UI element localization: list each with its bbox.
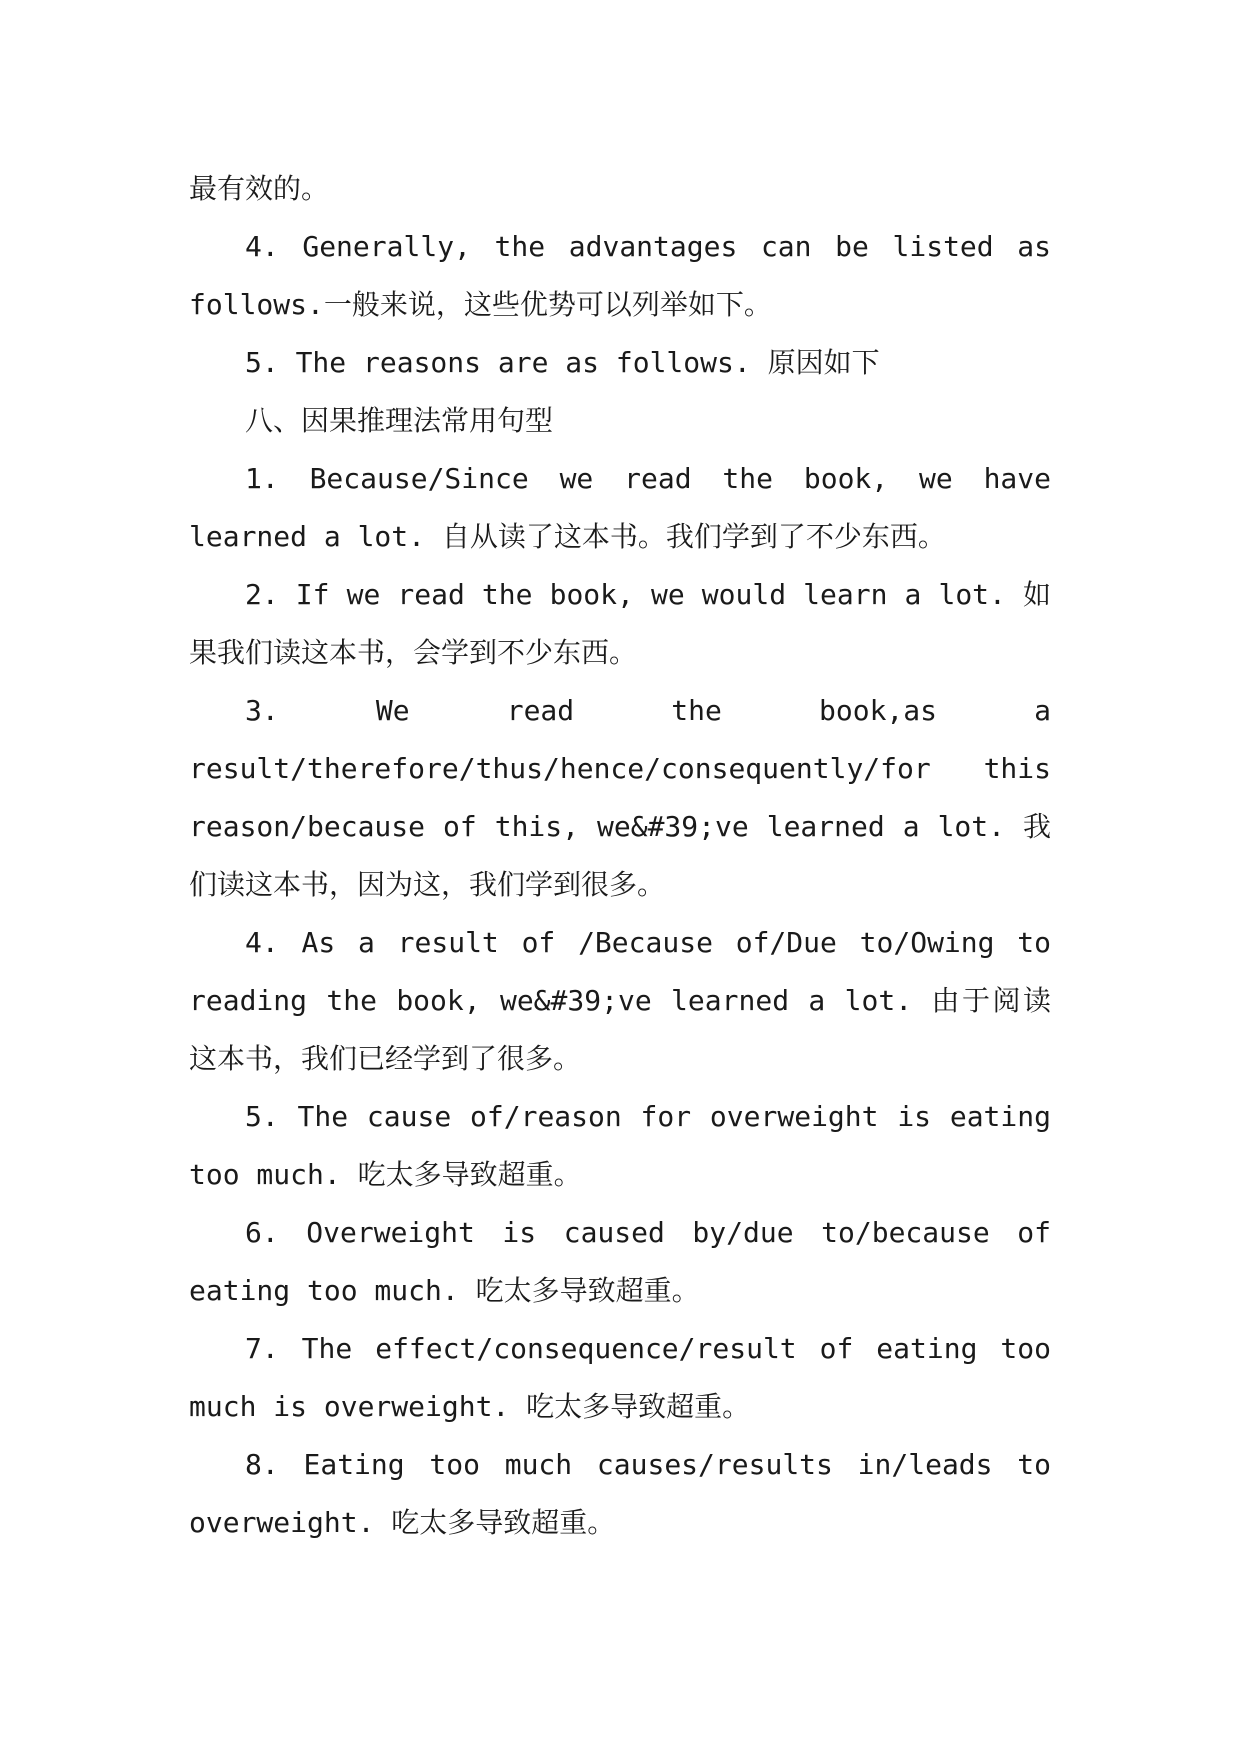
paragraph-item-2: 2. If we read the book, we would learn a lot. 如果我们读这本书，会学到不少东西。 (189, 578, 1051, 669)
paragraph-item-8: 8. Eating too much causes/results in/leads to overweight. 吃太多导致超重。 (189, 1448, 1051, 1539)
document-body (189, 160, 1051, 1552)
paragraph-item-4-advantages: 4. Generally, the advantages can be listed as follows.一般来说，这些优势可以列举如下。 (189, 230, 1051, 321)
paragraph-item-6: 6. Overweight is caused by/due to/because of eating too much. 吃太多导致超重。 (189, 1216, 1051, 1307)
paragraph-item-3: 3. We read the book,as a result/therefore/thus/hence/consequently/for this reason/because of this, we&#39;ve learned a lot. 我们读这本书，因为这，我们学到很多。 (189, 694, 1051, 901)
paragraph-item-5: 5. The cause of/reason for overweight is eating too much. 吃太多导致超重。 (189, 1100, 1051, 1191)
paragraph-item-4: 4. As a result of /Because of/Due to/Owing to reading the book, we&#39;ve learned a lot. 由于阅读这本书，我们已经学到了很多。 (189, 926, 1051, 1075)
paragraph-item-7: 7. The effect/consequence/result of eating too much is overweight. 吃太多导致超重。 (189, 1332, 1051, 1423)
section-heading: 八、因果推理法常用句型 (245, 404, 554, 437)
paragraph-item-1: 1. Because/Since we read the book, we have learned a lot. 自从读了这本书。我们学到了不少东西。 (189, 462, 1051, 553)
paragraph-item-5-reasons: 5. The reasons are as follows. 原因如下 (245, 346, 880, 379)
paragraph-continuation: 最有效的。 (189, 172, 330, 205)
